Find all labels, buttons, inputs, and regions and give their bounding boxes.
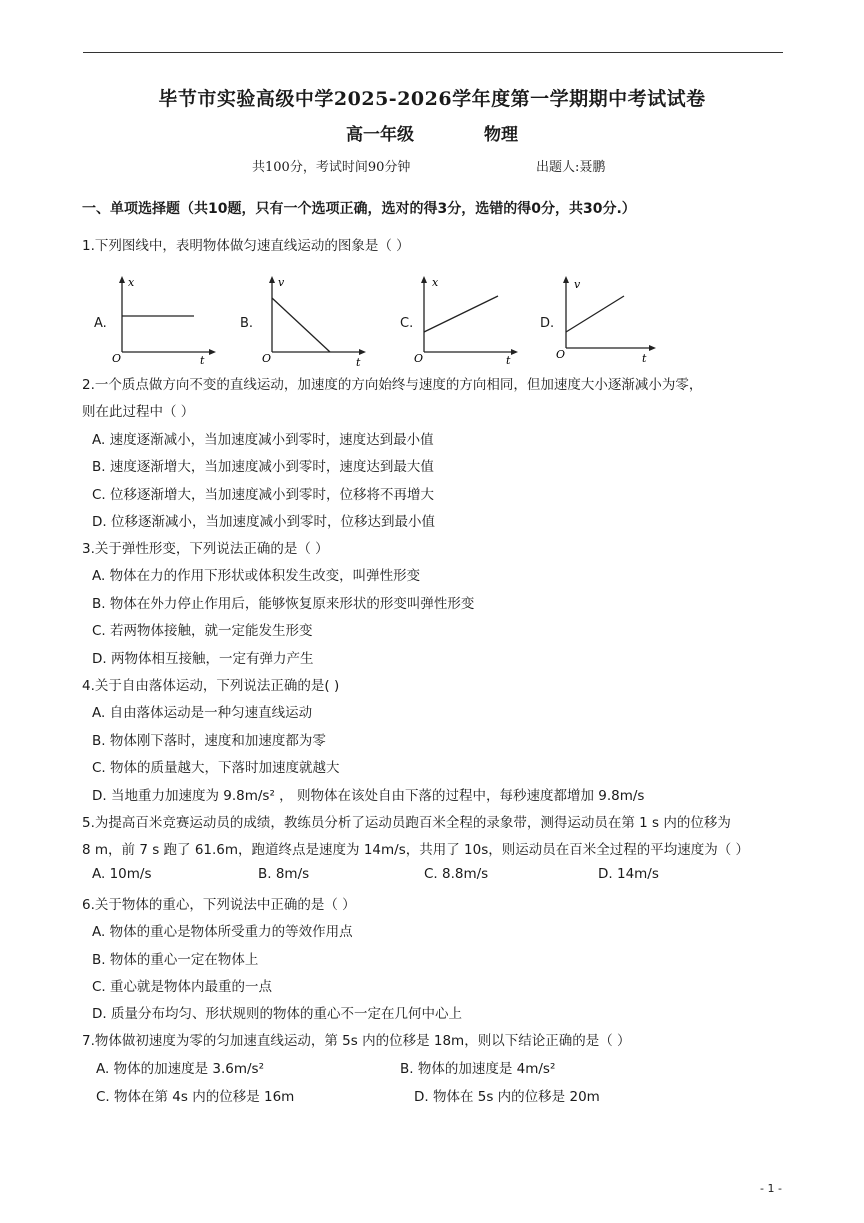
q1a-yaxis-label: x	[128, 276, 135, 289]
q6-option-c: C. 重心就是物体内最重的一点	[92, 979, 273, 995]
q7-stem: 7.物体做初速度为零的匀加速直线运动，第 5s 内的位移是 18m，则以下结论正确的是（ ）	[82, 1033, 631, 1049]
q3-stem: 3.关于弹性形变，下列说法正确的是（ ）	[82, 541, 329, 557]
q4-option-b: B. 物体刚下落时，速度和加速度都为零	[92, 733, 326, 749]
q1b-origin-label: O	[262, 352, 272, 365]
q1-option-d-label: D.	[540, 316, 555, 331]
q2-option-b: B. 速度逐渐增大，当加速度减小到零时，速度达到最大值	[92, 459, 434, 475]
q4-option-d: D. 当地重力加速度为 9.8m/s² ， 则物体在该处自由下落的过程中，每秒速度都增加 9.8m/s	[92, 788, 645, 804]
top-rule	[83, 52, 783, 53]
q4-option-a: A. 自由落体运动是一种匀速直线运动	[92, 705, 313, 721]
q5-stem-line2: 8 m，前 7 s 跑了 61.6m，跑道终点是速度为 14m/s，共用了 10s，则运动员在百米全过程的平均速度为（ ）	[82, 842, 750, 858]
q3-option-b: B. 物体在外力停止作用后，能够恢复原来形状的形变叫弹性形变	[92, 596, 475, 612]
q7-option-a: A. 物体的加速度是 3.6m/s²	[96, 1061, 264, 1077]
q1-graph-d	[556, 272, 666, 368]
q3-option-a: A. 物体在力的作用下形状或体积发生改变，叫弹性形变	[92, 568, 421, 584]
q1d-xaxis-label: t	[642, 352, 647, 365]
q3-option-c: C. 若两物体接触，就一定能发生形变	[92, 623, 313, 639]
q5-stem-line1: 5.为提高百米竞赛运动员的成绩，教练员分析了运动员跑百米全程的录象带，测得运动员在第 1 s 内的位移为	[82, 815, 731, 831]
q5-option-b: B. 8m/s	[258, 866, 310, 882]
q1d-yaxis-label: v	[574, 278, 581, 291]
q2-option-c: C. 位移逐渐增大，当加速度减小到零时，位移将不再增大	[92, 487, 435, 503]
q1b-yaxis-label: v	[278, 276, 285, 289]
q2-option-d: D. 位移逐渐减小，当加速度减小到零时，位移达到最小值	[92, 514, 435, 530]
page-number: - 1 -	[760, 1182, 782, 1195]
q5-option-d: D. 14m/s	[598, 866, 659, 882]
q6-stem: 6.关于物体的重心，下列说法中正确的是（ ）	[82, 897, 356, 913]
score-time-info: 共100分，考试时间90分钟	[252, 160, 411, 175]
q1a-origin-label: O	[112, 352, 122, 365]
q2-stem-line2: 则在此过程中（ ）	[82, 404, 195, 420]
exam-subtitle	[0, 120, 864, 145]
q7-option-b: B. 物体的加速度是 4m/s²	[400, 1061, 556, 1077]
q1b-xaxis-label: t	[356, 356, 361, 369]
q1a-xaxis-label: t	[200, 354, 205, 367]
author-info: 出题人:聂鹏	[536, 160, 606, 175]
section-heading: 一、单项选择题（共10题，只有一个选项正确，选对的得3分，选错的得0分，共30分.）	[82, 201, 636, 217]
q1c-yaxis-label: x	[432, 276, 439, 289]
q7-option-d: D. 物体在 5s 内的位移是 20m	[414, 1089, 600, 1105]
q1-stem: 1.下列图线中，表明物体做匀速直线运动的图象是（ ）	[82, 238, 410, 254]
q1c-origin-label: O	[414, 352, 424, 365]
q3-option-d: D. 两物体相互接触，一定有弹力产生	[92, 651, 314, 667]
subject-label: 物理	[484, 125, 518, 145]
q4-option-c: C. 物体的质量越大，下落时加速度就越大	[92, 760, 340, 776]
q5-option-a: A. 10m/s	[92, 866, 152, 882]
q1-graph-c	[414, 272, 524, 368]
exam-title: 毕节市实验高级中学2025-2026学年度第一学期期中考试试卷	[158, 88, 706, 110]
q1-option-c-label: C.	[400, 316, 414, 331]
q5-option-c: C. 8.8m/s	[424, 866, 489, 882]
q2-option-a: A. 速度逐渐减小，当加速度减小到零时，速度达到最小值	[92, 432, 434, 448]
q6-option-a: A. 物体的重心是物体所受重力的等效作用点	[92, 924, 353, 940]
q1d-origin-label: O	[556, 348, 566, 361]
q6-option-b: B. 物体的重心一定在物体上	[92, 952, 259, 968]
q6-option-d: D. 质量分布均匀、形状规则的物体的重心不一定在几何中心上	[92, 1006, 462, 1022]
q1-option-b-label: B.	[240, 316, 254, 331]
q4-stem: 4.关于自由落体运动，下列说法正确的是( )	[82, 678, 340, 694]
grade-label: 高一年级	[346, 125, 414, 145]
q1-graph-b	[262, 272, 372, 368]
q1-graph-a	[112, 272, 222, 368]
q2-stem-line1: 2.一个质点做方向不变的直线运动，加速度的方向始终与速度的方向相同，但加速度大小逐渐减小为零，	[82, 377, 703, 393]
q7-option-c: C. 物体在第 4s 内的位移是 16m	[96, 1089, 295, 1105]
q1c-xaxis-label: t	[506, 354, 511, 367]
q1-option-a-label: A.	[94, 316, 107, 331]
